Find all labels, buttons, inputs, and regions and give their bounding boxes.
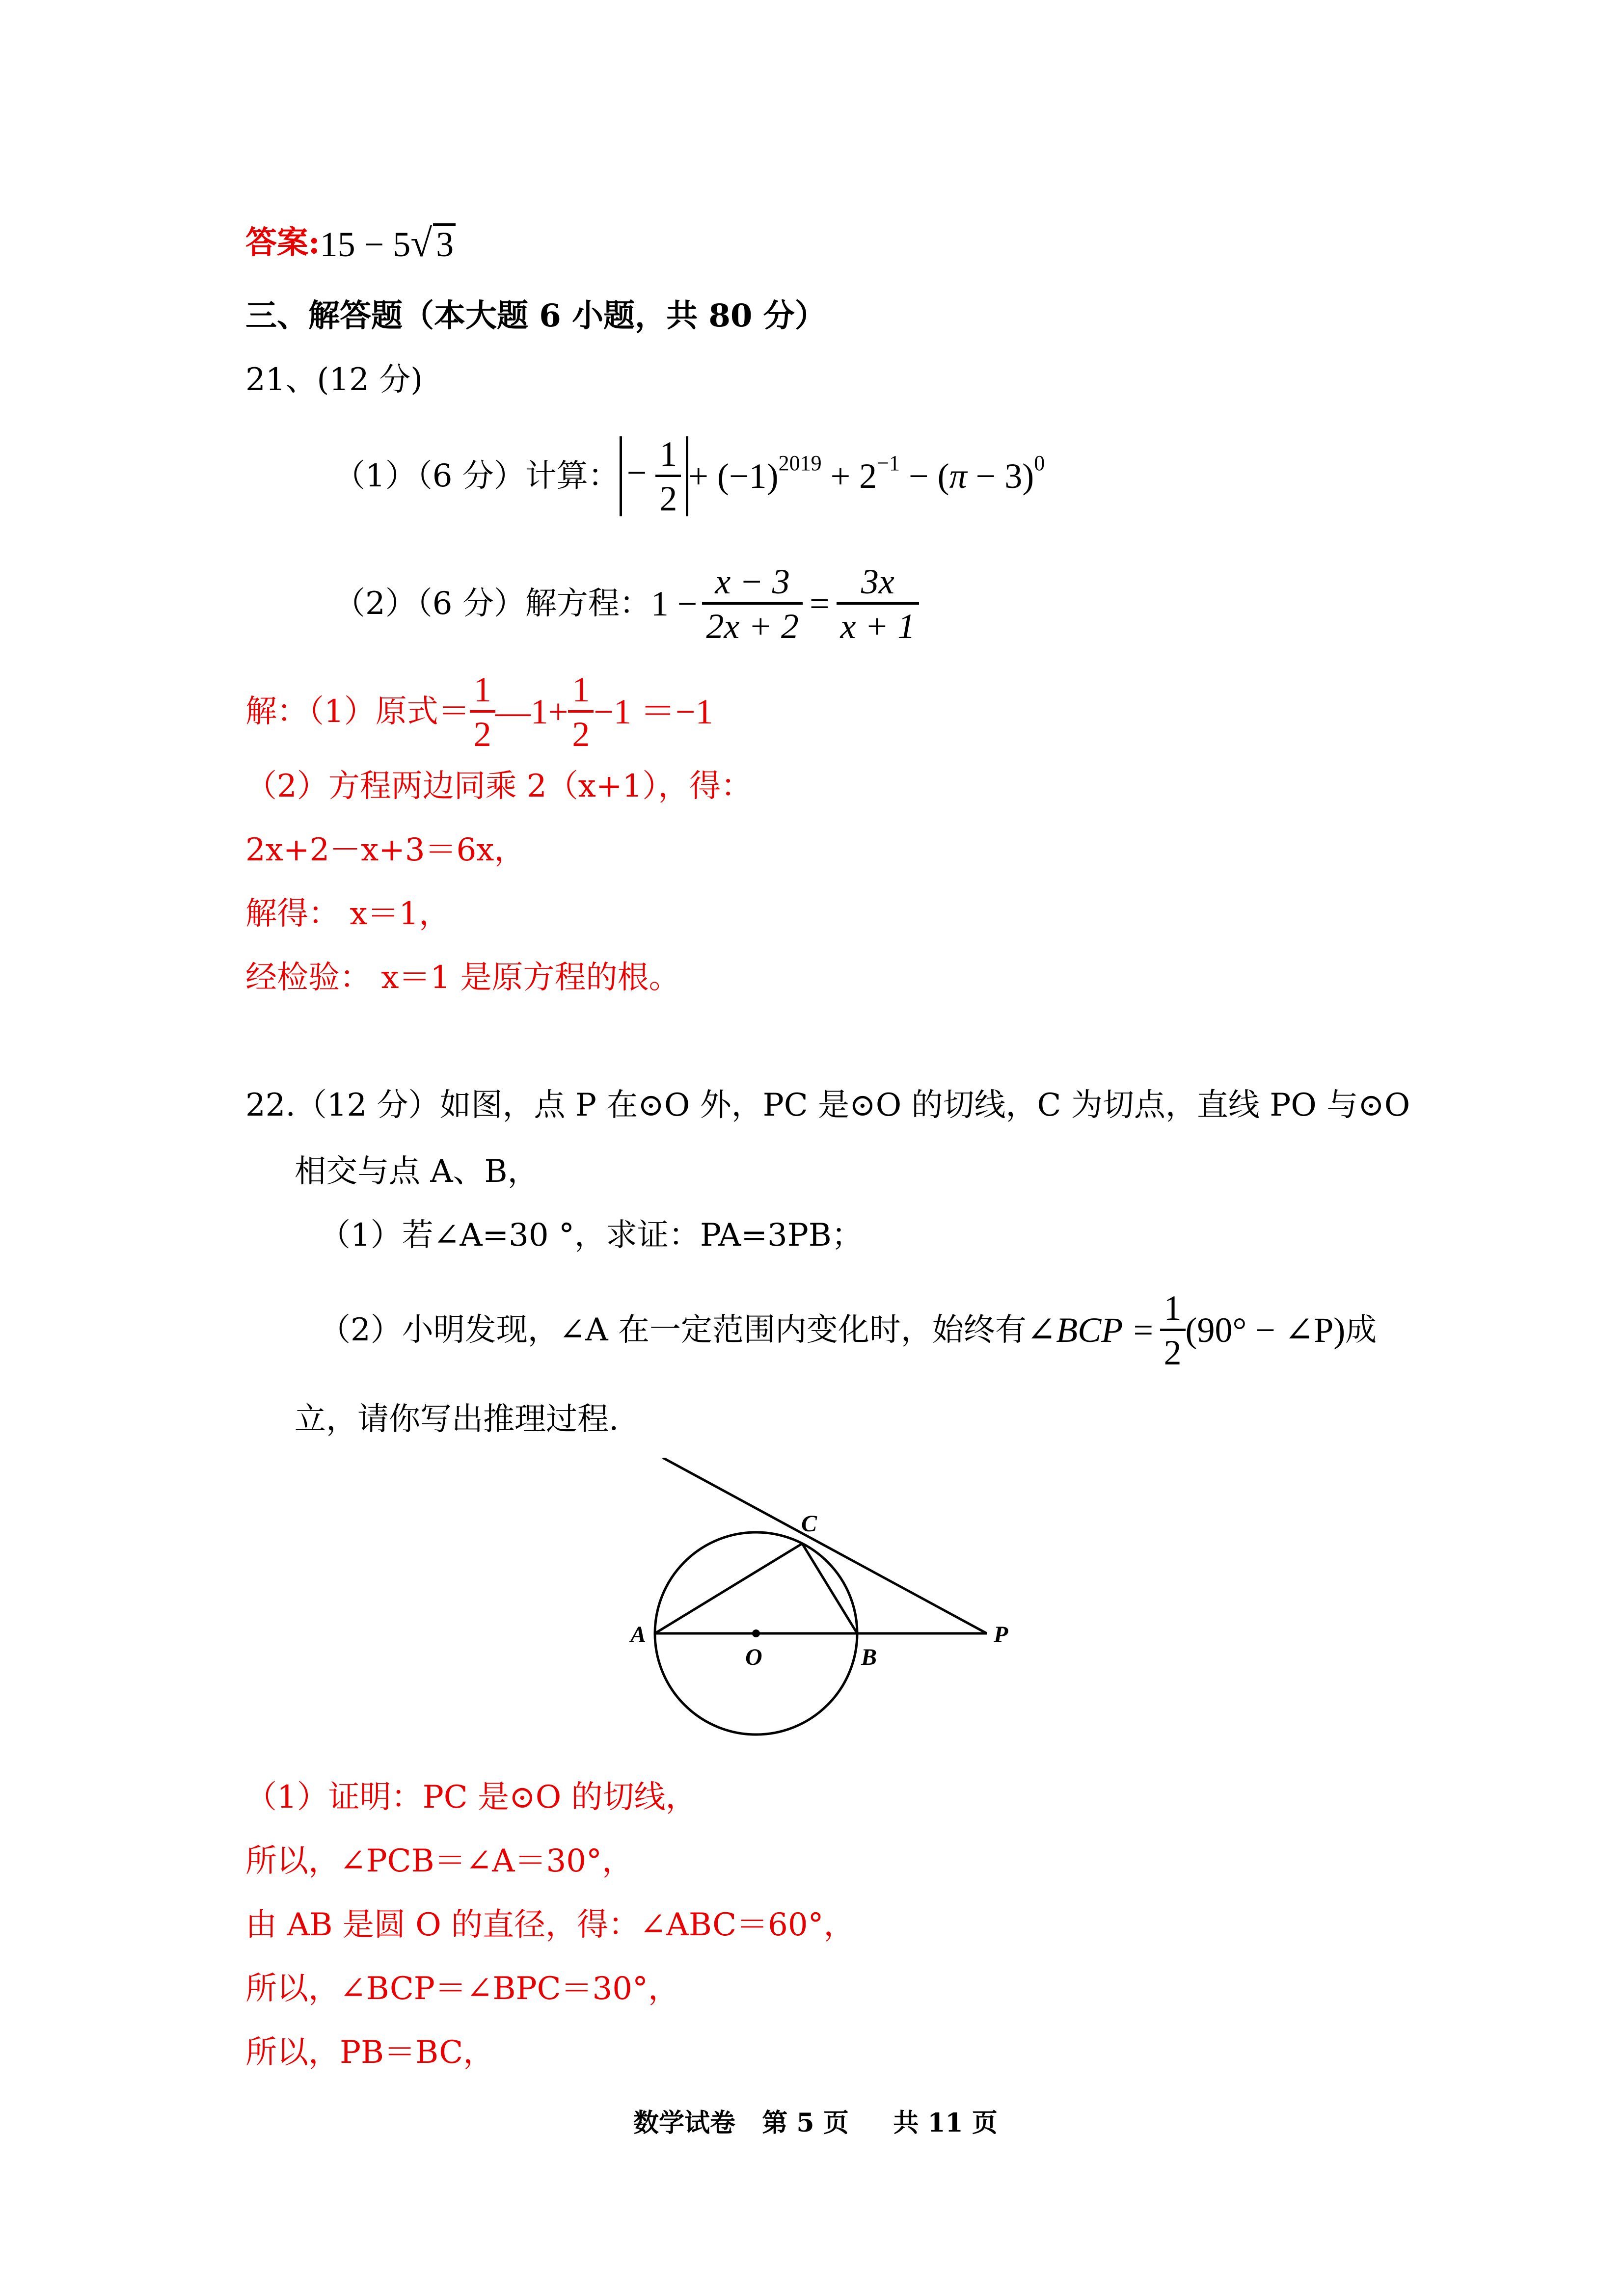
section-title: 三、解答题（本大题 6 小题，共 80 分） [245, 297, 826, 334]
chord-cb [802, 1544, 857, 1633]
q22-solution-line5: 所以，PB＝BC， [245, 2034, 495, 2071]
equals-sign: = [809, 584, 830, 623]
abs-fraction [655, 436, 681, 516]
abs-value-expression [620, 436, 689, 516]
frac1-num: 1 [470, 672, 495, 713]
solution-frac-2 [568, 669, 594, 754]
exp-2019: 2019 [778, 451, 822, 475]
q22-solution-line3: 由 AB 是圆 O 的直径，得：∠ABC＝60°， [245, 1907, 855, 1943]
q21-part2-label: （2）（6 分）解方程： [334, 586, 651, 622]
geometry-figure [623, 1458, 1016, 1762]
q21-part2 [334, 560, 919, 648]
lhs-fraction [702, 561, 803, 646]
q21-part1-rest [688, 451, 1045, 496]
label-b: B [861, 1644, 877, 1670]
abs-fraction-num: 1 [655, 436, 681, 477]
q21-part1-label: （1）（6 分）计算： [334, 458, 620, 494]
rhs-den: x + 1 [840, 606, 916, 646]
one-minus: 1 − [650, 584, 698, 623]
q22-line1: 22.（12 分）如图，点 P 在⊙O 外，PC 是⊙O 的切线，C 为切点，直线 PO 与⊙O [245, 1087, 1410, 1123]
frac2-num: 1 [568, 672, 594, 713]
q21-header: 21、(12 分) [245, 362, 423, 398]
q21-solution-line3: 2x+2－x+3＝6x， [245, 832, 526, 868]
exp-zero: 0 [1034, 451, 1045, 475]
q22-part1: （1）若∠A=30 °，求证：PA=3PB； [319, 1217, 863, 1254]
term-neg-one: + (−1) [688, 456, 779, 496]
frac2-den: 2 [572, 714, 590, 754]
abs-fraction-den: 2 [659, 479, 677, 518]
solution-frac-1 [470, 669, 495, 754]
q22-part2-angle: ∠BCP = [1026, 1310, 1155, 1350]
term-two: + 2 [821, 456, 877, 496]
q22-part2-fraction [1160, 1290, 1186, 1370]
q22-solution-line2: 所以，∠PCB＝∠A＝30°， [245, 1843, 633, 1879]
q22-line2: 相交与点 A、B， [295, 1153, 539, 1190]
solution-mid: —1+ [495, 692, 568, 731]
q22-frac-den: 2 [1164, 1333, 1182, 1372]
lhs-num: x − 3 [702, 564, 803, 605]
q21-solution-line5: 经检验： x＝1 是原方程的根。 [245, 960, 680, 996]
lhs-den: 2x + 2 [706, 606, 799, 646]
label-c: C [801, 1511, 817, 1537]
q22-solution-line1: （1）证明：PC 是⊙O 的切线， [245, 1779, 697, 1815]
page-footer: 数学试卷 第 5 页 共 11 页 [633, 2108, 998, 2138]
q22-part2-suffix: 成 [1345, 1312, 1377, 1348]
previous-answer [245, 216, 456, 270]
frac1-den: 2 [473, 714, 491, 754]
answer-value-prefix: 15 − 5 [320, 224, 411, 264]
q21-solution-line1 [245, 669, 713, 754]
q22-line-last: 立，请你写出推理过程. [295, 1401, 619, 1438]
solution-prefix: 解：（1）原式＝ [245, 694, 470, 730]
abs-minus: − [626, 453, 647, 492]
solution-end: −1 ＝−1 [594, 692, 713, 731]
q22-part2-prefix: （2）小明发现，∠A 在一定范围内变化时，始终有 [319, 1312, 1027, 1348]
rhs-fraction [837, 561, 920, 646]
label-o: O [745, 1644, 762, 1670]
answer-radicand: 3 [433, 223, 456, 262]
q21-solution-line2: （2）方程两边同乘 2（x+1），得： [245, 768, 753, 804]
tangent-line-pc [663, 1458, 987, 1633]
answer-label: 答案: [245, 224, 320, 261]
center-point-o [752, 1629, 760, 1637]
exp-neg-one: −1 [877, 451, 900, 475]
label-a: A [630, 1622, 647, 1648]
answer-value: 15 − 5√ 3 [320, 223, 456, 263]
q22-part2-expr: (90° − ∠P) [1185, 1310, 1346, 1350]
chord-ac [655, 1544, 802, 1633]
q21-solution-line4: 解得： x＝1， [245, 896, 451, 932]
rhs-num: 3x [837, 564, 920, 605]
term-close: − 3) [967, 456, 1034, 496]
q22-solution-line4: 所以，∠BCP＝∠BPC＝30°， [245, 1971, 679, 2007]
pi-symbol: π [949, 456, 967, 496]
q22-frac-num: 1 [1160, 1290, 1186, 1331]
q21-part1 [334, 432, 1045, 520]
term-open: − ( [900, 456, 949, 496]
label-p: P [994, 1622, 1008, 1648]
q22-part2 [319, 1288, 1377, 1372]
